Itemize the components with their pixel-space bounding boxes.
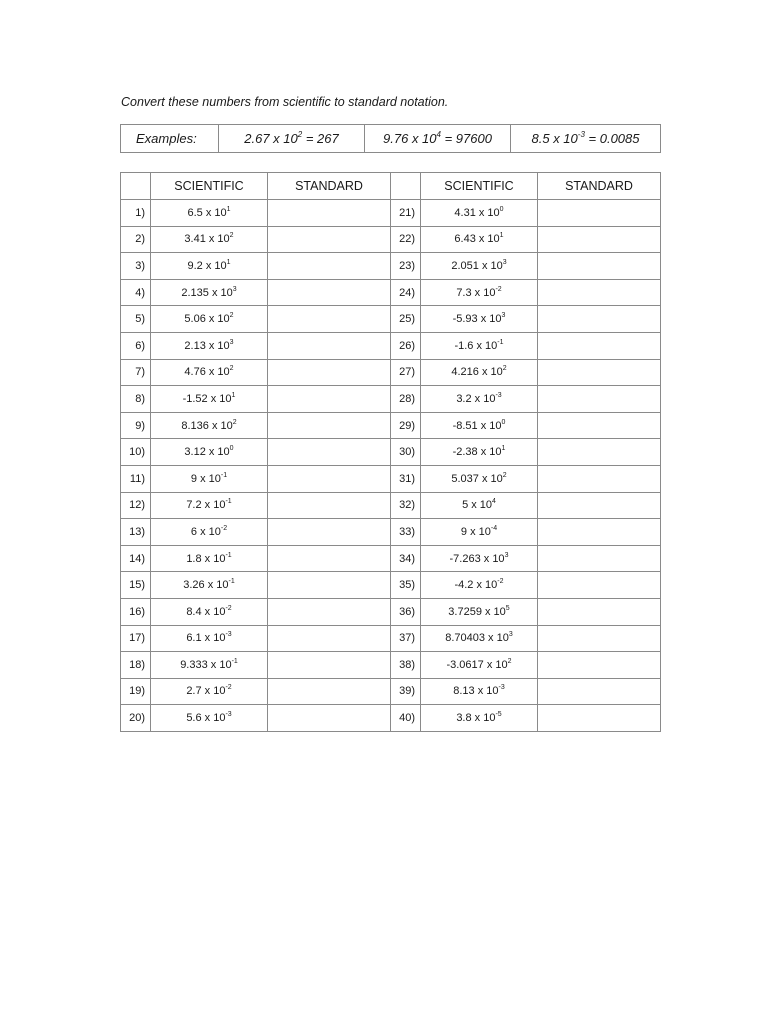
scientific-value	[151, 253, 268, 280]
scientific-value	[151, 652, 268, 679]
standard-answer-cell[interactable]	[268, 332, 391, 359]
standard-answer-cell[interactable]	[538, 652, 661, 679]
standard-answer-cell[interactable]	[268, 572, 391, 599]
standard-answer-cell[interactable]	[538, 705, 661, 732]
problem-number: 32)	[391, 492, 421, 519]
scientific-value	[421, 519, 538, 546]
scientific-value	[421, 279, 538, 306]
problem-number: 40)	[391, 705, 421, 732]
problem-number: 19)	[121, 678, 151, 705]
table-row	[121, 705, 661, 732]
instructions: Convert these numbers from scientific to standard notation.	[121, 95, 449, 109]
standard-answer-cell[interactable]	[268, 279, 391, 306]
coefficient: 6.5 x 10	[187, 206, 227, 219]
scientific-value	[151, 412, 268, 439]
standard-answer-cell[interactable]	[268, 200, 391, 227]
coefficient: -1.6 x 10	[454, 339, 498, 352]
standard-answer-cell[interactable]	[538, 545, 661, 572]
scientific-value	[151, 519, 268, 546]
coefficient: -4.2 x 10	[454, 579, 498, 592]
standard-answer-cell[interactable]	[268, 226, 391, 253]
standard-answer-cell[interactable]	[268, 465, 391, 492]
standard-answer-cell[interactable]	[268, 625, 391, 652]
table-row	[121, 253, 661, 280]
header-scientific-left: SCIENTIFIC	[151, 173, 268, 200]
example-2: 9.76 x $10^4 = 97600$	[365, 125, 511, 153]
exponent: 1	[226, 205, 231, 213]
problem-number: 17)	[121, 625, 151, 652]
problem-number: 18)	[121, 652, 151, 679]
coefficient: 2.135 x 10	[181, 286, 233, 299]
problem-number: 8)	[121, 386, 151, 413]
scientific-value	[151, 439, 268, 466]
coefficient: 5.06 x 10	[184, 313, 230, 326]
exponent: -2	[225, 684, 232, 692]
problem-number: 16)	[121, 598, 151, 625]
table-row	[121, 465, 661, 492]
scientific-value	[421, 253, 538, 280]
exponent: 0	[499, 205, 504, 213]
coefficient: 6 x 10	[190, 525, 221, 538]
scientific-value	[151, 226, 268, 253]
table-row	[121, 439, 661, 466]
coefficient: 3.8 x 10	[456, 712, 496, 725]
table-row	[121, 332, 661, 359]
standard-answer-cell[interactable]	[268, 359, 391, 386]
coefficient: 5 x 10	[462, 499, 493, 512]
table-row	[121, 306, 661, 333]
coefficient: 9.2 x 10	[187, 259, 227, 272]
table-row	[121, 386, 661, 413]
problem-number: 24)	[391, 279, 421, 306]
problem-number: 6)	[121, 332, 151, 359]
coefficient: 3.41 x 10	[184, 233, 230, 246]
scientific-value	[421, 332, 538, 359]
coefficient: 3.12 x 10	[184, 446, 230, 459]
exponent: 2	[232, 418, 237, 426]
problem-number: 30)	[391, 439, 421, 466]
problem-number: 26)	[391, 332, 421, 359]
coefficient: -5.93 x 10	[452, 313, 502, 326]
standard-answer-cell[interactable]	[538, 572, 661, 599]
standard-answer-cell[interactable]	[538, 492, 661, 519]
scientific-value	[151, 359, 268, 386]
scientific-value	[151, 306, 268, 333]
exponent: -5	[495, 711, 502, 719]
exponent: -3	[225, 711, 232, 719]
table-row	[121, 545, 661, 572]
standard-answer-cell[interactable]	[538, 226, 661, 253]
exponent: -1	[231, 657, 238, 665]
header-scientific-right: SCIENTIFIC	[421, 173, 538, 200]
coefficient: 8.136 x 10	[181, 419, 233, 432]
table-row	[121, 359, 661, 386]
problem-number: 29)	[391, 412, 421, 439]
coefficient: 9 x 10	[190, 472, 221, 485]
exponent: 1	[501, 445, 506, 453]
problem-number: 5)	[121, 306, 151, 333]
exponent: -1	[228, 578, 235, 586]
table-row	[121, 625, 661, 652]
problem-number: 13)	[121, 519, 151, 546]
examples-row	[121, 125, 661, 153]
problem-number: 34)	[391, 545, 421, 572]
coefficient: 3.26 x 10	[183, 579, 229, 592]
problem-number: 39)	[391, 678, 421, 705]
standard-answer-cell[interactable]	[538, 598, 661, 625]
problem-number: 11)	[121, 465, 151, 492]
scientific-value	[151, 492, 268, 519]
exponent: -3	[225, 631, 232, 639]
exponent: 2	[502, 471, 507, 479]
scientific-value	[151, 279, 268, 306]
exponent: 3	[502, 258, 507, 266]
example-3: 8.5 x $10^{-3} = 0.0085$	[511, 125, 661, 153]
coefficient: 6.43 x 10	[454, 233, 500, 246]
problem-number: 15)	[121, 572, 151, 599]
header-standard-right: STANDARD	[538, 173, 661, 200]
scientific-value	[421, 226, 538, 253]
standard-answer-cell[interactable]	[268, 386, 391, 413]
problem-number: 28)	[391, 386, 421, 413]
standard-answer-cell[interactable]	[538, 625, 661, 652]
coefficient: 2.7 x 10	[186, 685, 226, 698]
scientific-value	[421, 598, 538, 625]
coefficient: 8.13 x 10	[453, 685, 499, 698]
coefficient: -2.38 x 10	[452, 446, 502, 459]
problem-number: 38)	[391, 652, 421, 679]
standard-answer-cell[interactable]	[538, 465, 661, 492]
problem-number: 35)	[391, 572, 421, 599]
standard-answer-cell[interactable]	[538, 412, 661, 439]
table-row	[121, 226, 661, 253]
coefficient: 2.13 x 10	[184, 339, 230, 352]
standard-answer-cell[interactable]	[268, 519, 391, 546]
coefficient: 3.2 x 10	[456, 392, 496, 405]
problem-number: 37)	[391, 625, 421, 652]
exponent: -2	[497, 578, 504, 586]
coefficient: 9 x 10	[460, 525, 491, 538]
exponent: 2	[502, 365, 507, 373]
problem-number: 3)	[121, 253, 151, 280]
problem-number: 12)	[121, 492, 151, 519]
scientific-value	[421, 465, 538, 492]
scientific-value	[151, 545, 268, 572]
coefficient: -3.0617 x 10	[446, 658, 508, 671]
standard-answer-cell[interactable]	[538, 253, 661, 280]
standard-answer-cell[interactable]	[268, 439, 391, 466]
coefficient: 9.333 x 10	[180, 658, 232, 671]
exponent: 3	[232, 285, 237, 293]
problem-number: 20)	[121, 705, 151, 732]
table-row	[121, 572, 661, 599]
standard-answer-cell[interactable]	[538, 306, 661, 333]
scientific-value	[421, 545, 538, 572]
exponent: 3	[508, 631, 513, 639]
coefficient: 2.051 x 10	[451, 259, 503, 272]
table-row	[121, 519, 661, 546]
examples-label: Examples:	[121, 125, 219, 153]
problem-number: 21)	[391, 200, 421, 227]
coefficient: 4.31 x 10	[454, 206, 500, 219]
exponent: -1	[225, 551, 232, 559]
coefficient: 3.7259 x 10	[448, 605, 506, 618]
exponent: 3	[504, 551, 509, 559]
standard-answer-cell[interactable]	[538, 279, 661, 306]
problem-number: 9)	[121, 412, 151, 439]
standard-answer-cell[interactable]	[268, 652, 391, 679]
coefficient: 8.70403 x 10	[445, 632, 509, 645]
exponent: 2	[229, 232, 234, 240]
standard-answer-cell[interactable]	[538, 439, 661, 466]
standard-answer-cell[interactable]	[538, 332, 661, 359]
scientific-value	[151, 705, 268, 732]
problem-number: 14)	[121, 545, 151, 572]
header-standard-left: STANDARD	[268, 173, 391, 200]
table-row	[121, 200, 661, 227]
scientific-value	[151, 465, 268, 492]
exponent: 1	[226, 258, 231, 266]
problem-number: 31)	[391, 465, 421, 492]
problem-number: 2)	[121, 226, 151, 253]
example-1: 2.67 x $10^2 = 267$	[219, 125, 365, 153]
standard-answer-cell[interactable]	[268, 705, 391, 732]
standard-answer-cell[interactable]	[268, 412, 391, 439]
coefficient: 6.1 x 10	[186, 632, 226, 645]
coefficient: -8.51 x 10	[452, 419, 502, 432]
coefficient: 7.3 x 10	[456, 286, 496, 299]
scientific-value	[421, 492, 538, 519]
scientific-value	[421, 386, 538, 413]
scientific-value	[151, 572, 268, 599]
standard-answer-cell[interactable]	[268, 678, 391, 705]
exponent: -2	[220, 524, 228, 532]
exponent: 2	[229, 365, 234, 373]
scientific-value	[421, 359, 538, 386]
standard-answer-cell[interactable]	[268, 492, 391, 519]
exponent: 3	[501, 312, 506, 320]
problem-number: 10)	[121, 439, 151, 466]
exponent: -1	[497, 338, 504, 346]
exponent: -1	[220, 471, 228, 479]
table-row	[121, 492, 661, 519]
table-row	[121, 279, 661, 306]
exponent: 0	[501, 418, 506, 426]
scientific-value	[421, 200, 538, 227]
standard-answer-cell[interactable]	[538, 678, 661, 705]
exponent: 4	[492, 498, 496, 506]
coefficient: 4.76 x 10	[184, 366, 230, 379]
exponent: -3	[495, 391, 502, 399]
scientific-value	[151, 386, 268, 413]
header-number-right	[391, 173, 421, 200]
exponent: -2	[225, 604, 232, 612]
coefficient: 5.037 x 10	[451, 472, 503, 485]
standard-answer-cell[interactable]	[268, 306, 391, 333]
exponent: -3	[498, 684, 505, 692]
coefficient: 7.2 x 10	[186, 499, 226, 512]
exponent: 5	[505, 604, 510, 612]
coefficient: -1.52 x 10	[182, 392, 232, 405]
problem-number: 22)	[391, 226, 421, 253]
header-number-left	[121, 173, 151, 200]
table-row	[121, 678, 661, 705]
scientific-value	[151, 678, 268, 705]
scientific-value	[421, 572, 538, 599]
problem-number: 1)	[121, 200, 151, 227]
exponent: -2	[495, 285, 502, 293]
table-row	[121, 598, 661, 625]
coefficient: 1.8 x 10	[186, 552, 226, 565]
scientific-value	[421, 306, 538, 333]
standard-answer-cell[interactable]	[538, 359, 661, 386]
scientific-value	[421, 678, 538, 705]
scientific-value	[151, 625, 268, 652]
problem-number: 36)	[391, 598, 421, 625]
scientific-value	[421, 412, 538, 439]
standard-answer-cell[interactable]	[538, 519, 661, 546]
problem-number: 7)	[121, 359, 151, 386]
examples-table	[120, 124, 661, 153]
scientific-value	[421, 652, 538, 679]
exponent: 2	[507, 657, 512, 665]
scientific-value	[151, 598, 268, 625]
problem-number: 27)	[391, 359, 421, 386]
exponent: 3	[229, 338, 234, 346]
header-row	[121, 173, 661, 200]
coefficient: 5.6 x 10	[186, 712, 226, 725]
standard-answer-cell[interactable]	[268, 598, 391, 625]
exponent: -1	[225, 498, 232, 506]
problem-number: 23)	[391, 253, 421, 280]
standard-answer-cell[interactable]	[268, 545, 391, 572]
exponent: 0	[229, 445, 234, 453]
coefficient: 8.4 x 10	[186, 605, 226, 618]
standard-answer-cell[interactable]	[268, 253, 391, 280]
problem-number: 25)	[391, 306, 421, 333]
coefficient: 4.216 x 10	[451, 366, 503, 379]
exponent: -4	[490, 524, 498, 532]
coefficient: -7.263 x 10	[449, 552, 505, 565]
problems-table	[120, 172, 661, 732]
exponent: 1	[499, 232, 504, 240]
scientific-value	[151, 200, 268, 227]
exponent: 1	[231, 391, 236, 399]
scientific-value	[421, 625, 538, 652]
table-row	[121, 412, 661, 439]
scientific-value	[421, 705, 538, 732]
problem-number: 4)	[121, 279, 151, 306]
exponent: 2	[229, 312, 234, 320]
table-row	[121, 652, 661, 679]
standard-answer-cell[interactable]	[538, 386, 661, 413]
scientific-value	[421, 439, 538, 466]
standard-answer-cell[interactable]	[538, 200, 661, 227]
problem-number: 33)	[391, 519, 421, 546]
scientific-value	[151, 332, 268, 359]
